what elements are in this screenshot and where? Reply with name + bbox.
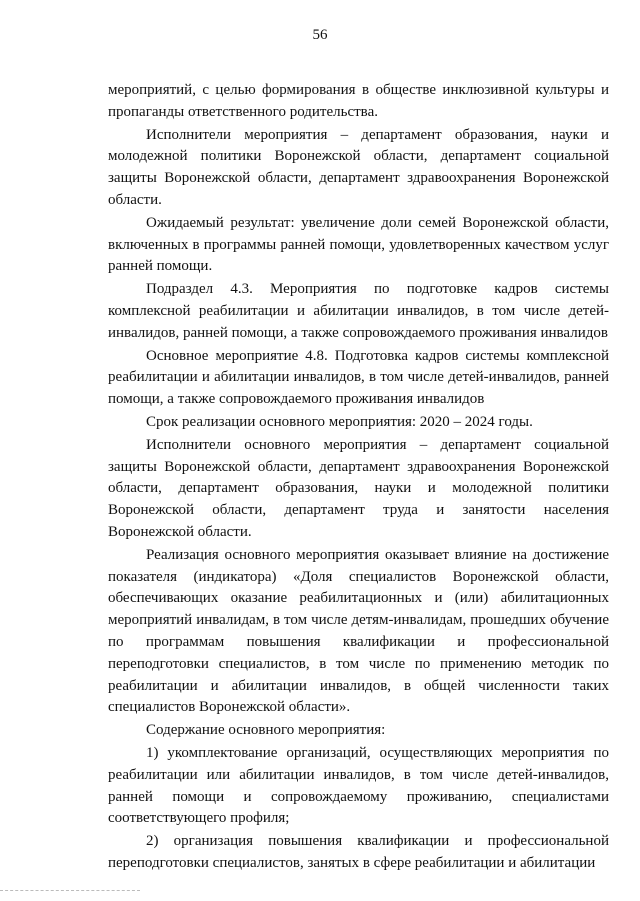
paragraph-continuation: мероприятий, с целью формирования в обществе инклюзивной культуры и пропаганды ответственного родительства. [108, 82, 609, 120]
list-item-2: 2) организация повышения квалификации и профессиональной переподготовки специалистов, занятых в сфере реабилитации и абилитации [108, 833, 609, 871]
paragraph-indicator: Реализация основного мероприятия оказывает влияние на достижение показателя (индикатора) «Доля специалистов Воронежской области, обеспечивающих оказание реабилитационных и (или) абилитационных мероприятий инвалидам, в том числе детям-инвалидам, прошедших обучение по программам повышения квалификации и профессиональной переподготовки специалистов, в том числе по применению методик по реабилитации и абилитации инвалидов, в общей численности таких специалистов Воронежской области». [108, 546, 609, 716]
paragraph-expected-result: Ожидаемый результат: увеличение доли семей Воронежской области, включенных в программы ранней помощи, удовлетворенных качеством услуг ранней помощи. [108, 214, 609, 275]
footer-divider [0, 889, 140, 891]
list-item-1: 1) укомплектование организаций, осуществляющих мероприятия по реабилитации или абилитации инвалидов, в том числе детей-инвалидов, ранней помощи и сопровождаемому проживанию, специалистами соответствующего профиля; [108, 744, 609, 827]
page-number: 56 [312, 27, 328, 43]
paragraph-term: Срок реализации основного мероприятия: 2020 – 2024 годы. [146, 413, 533, 430]
document-body [108, 80, 609, 876]
main-activity-heading: Основное мероприятие 4.8. Подготовка кадров системы комплексной реабилитации и абилитации инвалидов, в том числе детей-инвалидов, ранней помощи, а также сопровождаемого проживания инвалидов [108, 347, 609, 408]
subsection-heading: Подраздел 4.3. Мероприятия по подготовке кадров системы комплексной реабилитации и абилитации инвалидов, в том числе детей-инвалидов, ранней помощи, а также сопровождаемого проживания инвалидов [108, 281, 609, 341]
paragraph-content-heading: Содержание основного мероприятия: [146, 722, 386, 739]
paragraph-executors-1: Исполнители мероприятия – департамент образования, науки и молодежной политики Воронежской области, департамент социальной защиты Воронежской области, департамент здравоохранения Воронежской области. [108, 126, 609, 208]
paragraph-executors-2: Исполнители основного мероприятия – департамент социальной защиты Воронежской области, департамент здравоохранения Воронежской области, департамент образования, науки и молодежной политики Воронежской области, департамент труда и занятости населения Воронежской области. [108, 436, 609, 540]
